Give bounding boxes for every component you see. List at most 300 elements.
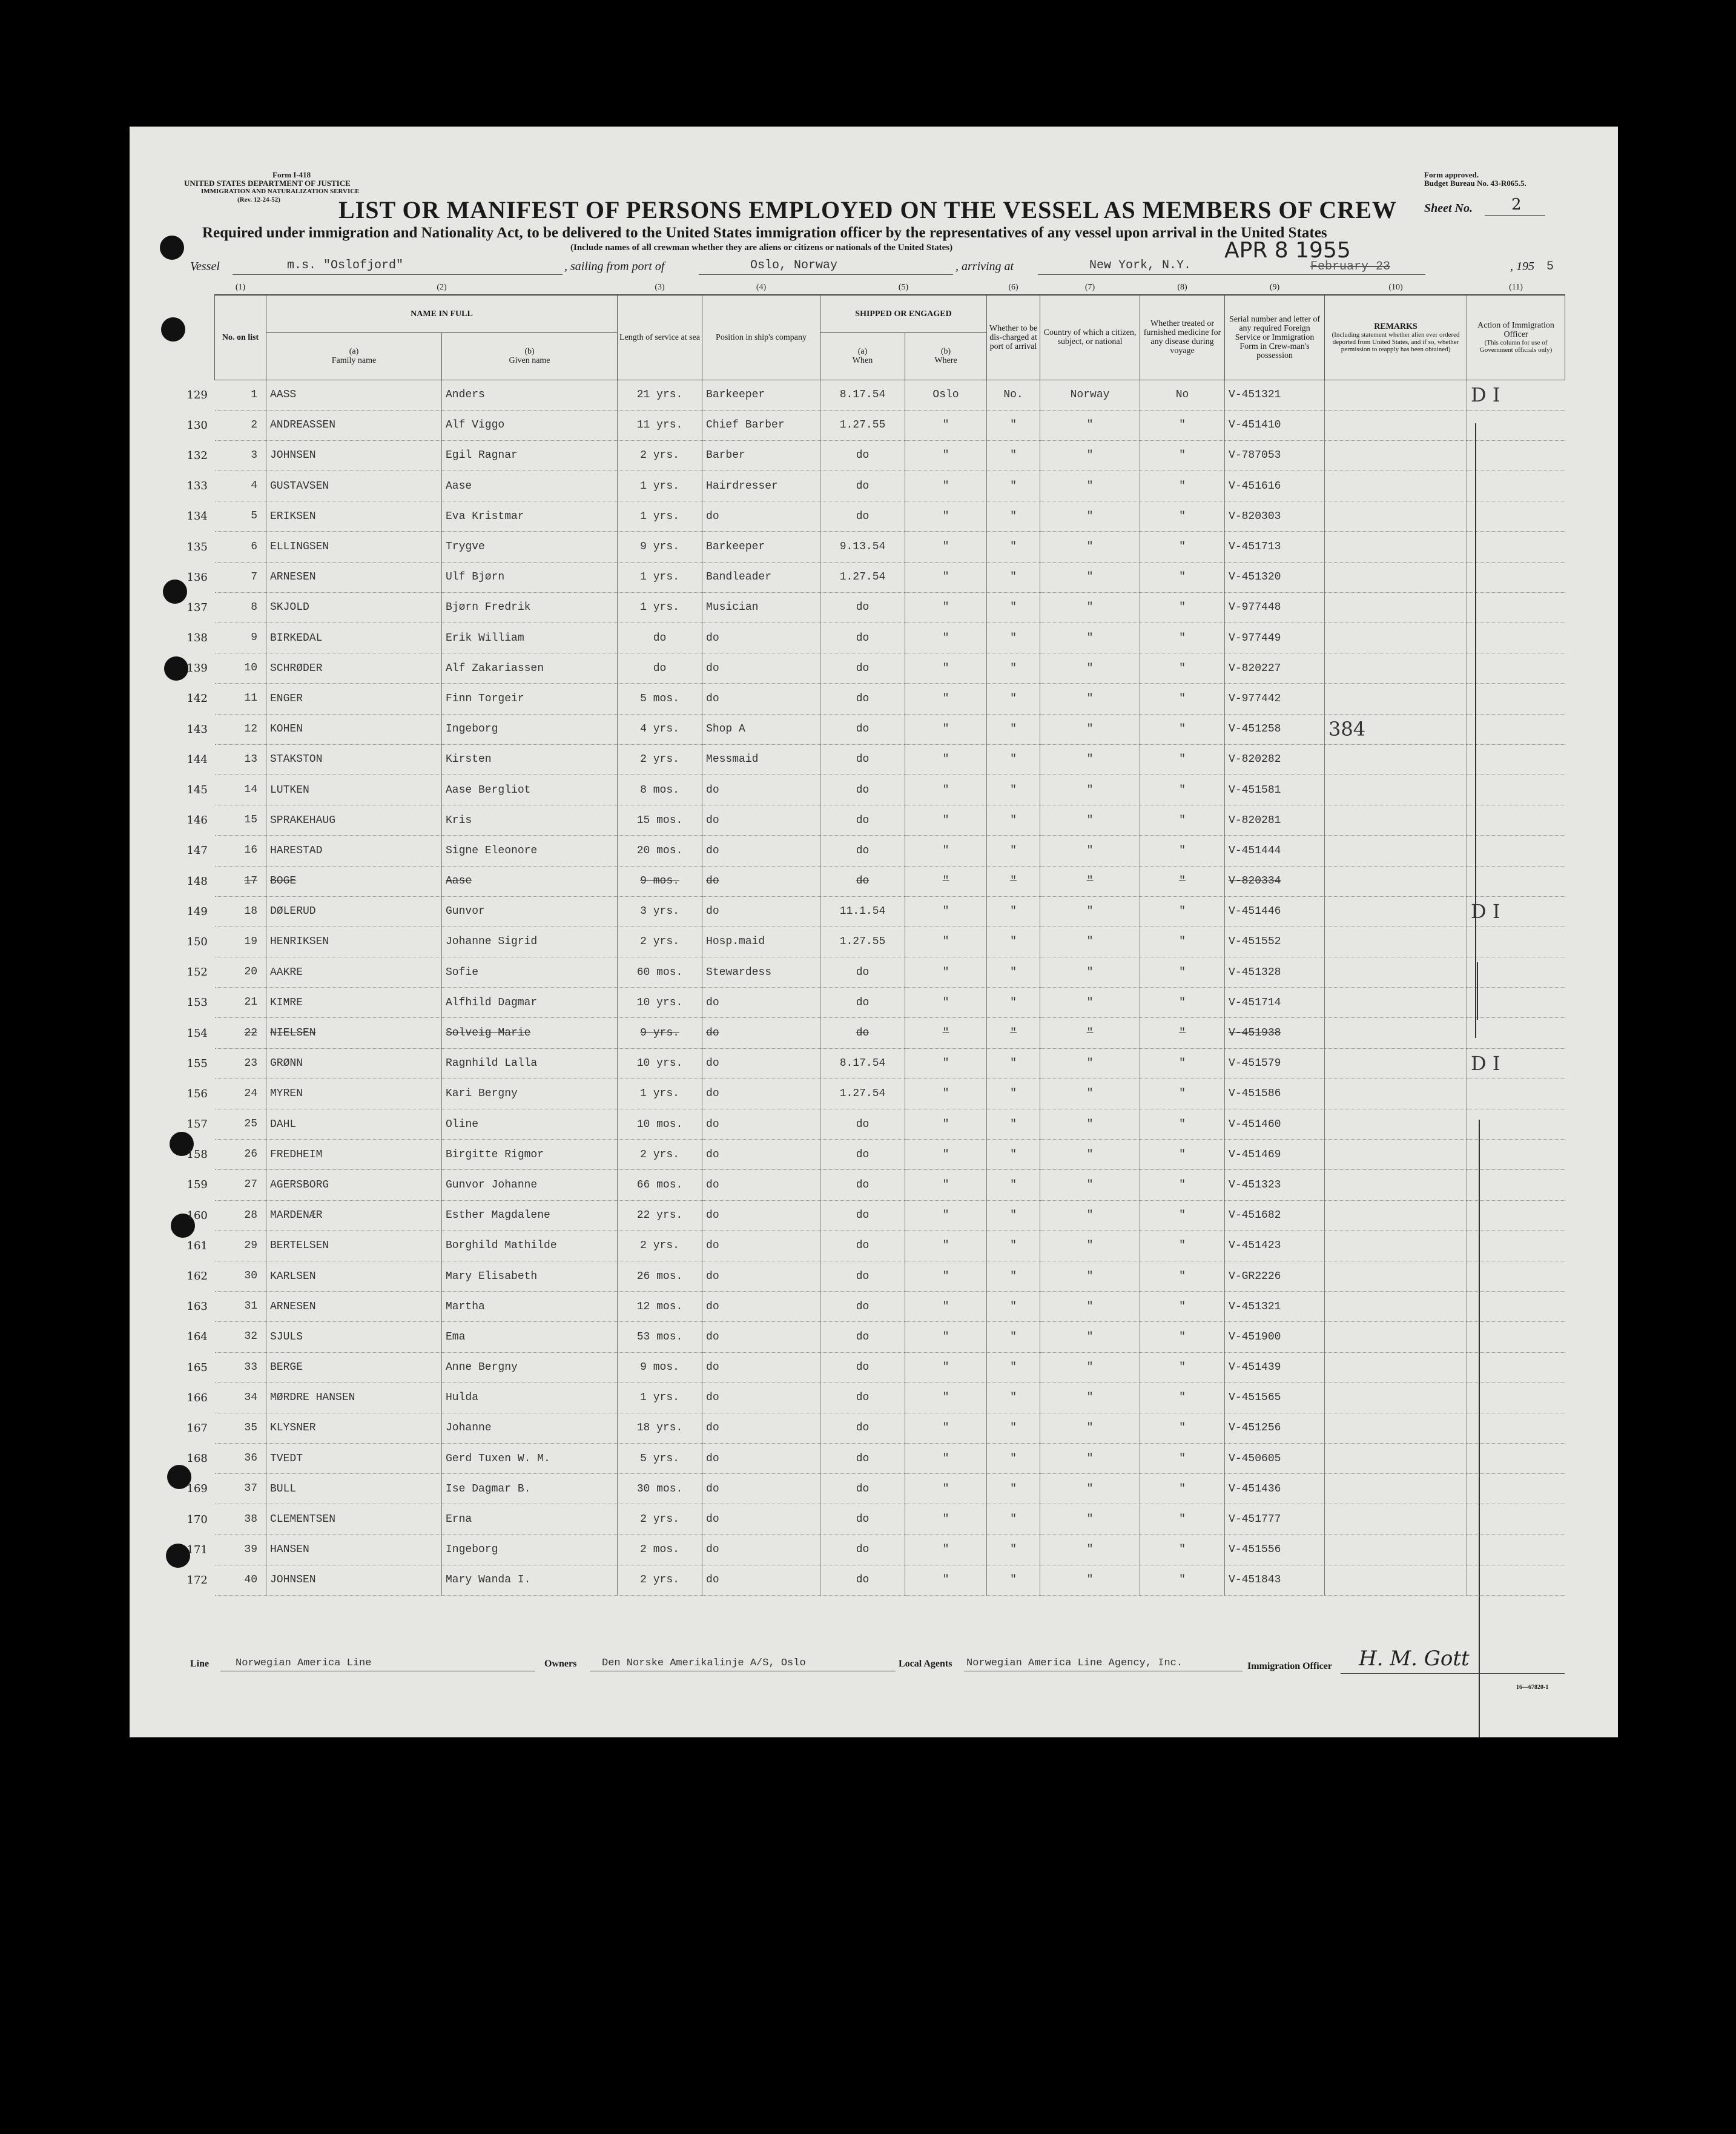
citizenship: " <box>1040 1109 1140 1140</box>
manifest-line-number: 145 <box>186 784 208 797</box>
shipped-when: 1.27.55 <box>820 410 905 440</box>
serial-number: V-451938 <box>1225 1018 1325 1048</box>
medicine-flag: " <box>1140 1231 1225 1261</box>
discharged-flag: " <box>987 532 1040 562</box>
remarks <box>1325 744 1467 775</box>
ship-position: do <box>702 1109 820 1140</box>
row-index: 40 <box>244 1573 257 1586</box>
row-index: 10 <box>244 662 257 675</box>
shipped-where: " <box>905 805 987 836</box>
discharged-flag: " <box>987 714 1040 744</box>
row-index: 13 <box>244 753 257 765</box>
serial-number: V-451777 <box>1225 1504 1325 1534</box>
medicine-flag: " <box>1140 592 1225 623</box>
given-name: Bjørn Fredrik <box>442 592 618 623</box>
citizenship: Norway <box>1040 380 1140 410</box>
ship-position: do <box>702 1352 820 1382</box>
manifest-line-number: 162 <box>186 1270 208 1283</box>
remarks <box>1325 1261 1467 1291</box>
officer-action <box>1467 1079 1565 1109</box>
service-length: 66 mos. <box>618 1170 702 1200</box>
crew-row <box>215 623 1565 653</box>
crew-row <box>215 1140 1565 1170</box>
crew-row <box>215 532 1565 562</box>
given-name: Alf Viggo <box>442 410 618 440</box>
family-name: BIRKEDAL <box>266 623 442 653</box>
serial-number: V-451328 <box>1225 957 1325 988</box>
shipped-when: do <box>820 1352 905 1382</box>
shipped-when: do <box>820 866 905 896</box>
vessel-label: Vessel <box>190 260 220 273</box>
family-name: STAKSTON <box>266 744 442 775</box>
serial-number: V-451321 <box>1225 380 1325 410</box>
medicine-flag: " <box>1140 501 1225 532</box>
family-name: ARNESEN <box>266 1292 442 1322</box>
medicine-flag: " <box>1140 1352 1225 1382</box>
service-length: 1 yrs. <box>618 592 702 623</box>
service-length: 2 yrs. <box>618 1565 702 1595</box>
serial-number: V-451682 <box>1225 1200 1325 1231</box>
shipped-when: do <box>820 440 905 471</box>
shipped-where: " <box>905 988 987 1018</box>
family-name: SPRAKEHAUG <box>266 805 442 836</box>
row-index: 27 <box>244 1178 257 1191</box>
service-length: do <box>618 623 702 653</box>
remarks <box>1325 1322 1467 1352</box>
row-number <box>186 1048 266 1079</box>
remarks <box>1325 471 1467 501</box>
row-number <box>186 471 266 501</box>
row-number <box>186 1109 266 1140</box>
shipped-when: do <box>820 836 905 866</box>
crew-row <box>215 1352 1565 1382</box>
crew-row <box>215 988 1565 1018</box>
given-name: Gunvor <box>442 896 618 927</box>
crew-row <box>215 1200 1565 1231</box>
shipped-where: " <box>905 1352 987 1382</box>
punch-hole <box>164 656 188 681</box>
officer-action <box>1467 775 1565 805</box>
row-number <box>186 410 266 440</box>
discharged-flag: " <box>987 805 1040 836</box>
manifest-line-number: 133 <box>186 480 208 493</box>
family-name: AAKRE <box>266 957 442 988</box>
sheet-number: 2 <box>1511 196 1522 214</box>
service-length: 10 mos. <box>618 1109 702 1140</box>
row-index: 14 <box>244 784 257 796</box>
citizenship: " <box>1040 684 1140 714</box>
manifest-line-number: 168 <box>186 1452 208 1465</box>
header-medicine: Whether treated or furnished medicine for any disease during voyage <box>1140 295 1225 380</box>
shipped-when: do <box>820 1504 905 1534</box>
discharged-flag: " <box>987 1140 1040 1170</box>
row-number <box>186 1352 266 1382</box>
discharged-flag: " <box>987 684 1040 714</box>
medicine-flag: " <box>1140 1565 1225 1595</box>
manifest-line-number: 153 <box>186 996 208 1009</box>
row-index: 19 <box>244 935 257 948</box>
row-number <box>186 623 266 653</box>
serial-number: V-787053 <box>1225 440 1325 471</box>
discharged-flag: " <box>987 896 1040 927</box>
given-name: Ulf Bjørn <box>442 562 618 592</box>
service-length: 18 yrs. <box>618 1413 702 1443</box>
shipped-when: do <box>820 1109 905 1140</box>
given-name: Ema <box>442 1322 618 1352</box>
col-num-9: (9) <box>1225 283 1325 295</box>
shipped-when: do <box>820 592 905 623</box>
remarks <box>1325 836 1467 866</box>
ship-position: do <box>702 1504 820 1534</box>
shipped-when: do <box>820 775 905 805</box>
service-length: 1 yrs. <box>618 562 702 592</box>
crew-row <box>215 1474 1565 1504</box>
family-name: HANSEN <box>266 1534 442 1565</box>
serial-number: V-451320 <box>1225 562 1325 592</box>
approval-note: Form approved. <box>1424 170 1479 179</box>
row-index: 31 <box>244 1300 257 1313</box>
row-number <box>186 1382 266 1413</box>
discharged-flag: " <box>987 1413 1040 1443</box>
citizenship: " <box>1040 1322 1140 1352</box>
family-name: LUTKEN <box>266 775 442 805</box>
struck-date: February 23 <box>1310 260 1391 274</box>
remarks <box>1325 1292 1467 1322</box>
manifest-line-number: 142 <box>186 692 208 705</box>
manifest-line-number: 136 <box>186 570 208 584</box>
row-index: 6 <box>251 540 257 553</box>
crew-row <box>215 1170 1565 1200</box>
service-length: 8 mos. <box>618 775 702 805</box>
line-value: Norwegian America Line <box>236 1657 372 1669</box>
row-index: 2 <box>251 418 257 431</box>
citizenship: " <box>1040 1413 1140 1443</box>
ship-position: do <box>702 1170 820 1200</box>
family-name: NIELSEN <box>266 1018 442 1048</box>
officer-action <box>1467 410 1565 440</box>
row-index: 38 <box>244 1513 257 1525</box>
officer-action <box>1467 623 1565 653</box>
header-where: (b) Where <box>905 332 987 380</box>
discharged-flag: " <box>987 1109 1040 1140</box>
citizenship: " <box>1040 532 1140 562</box>
shipped-where: " <box>905 623 987 653</box>
shipped-where: " <box>905 1048 987 1079</box>
citizenship: " <box>1040 592 1140 623</box>
print-code: 16—67820-1 <box>1516 1684 1549 1691</box>
serial-number: V-820303 <box>1225 501 1325 532</box>
officer-action <box>1467 988 1565 1018</box>
shipped-when: 1.27.54 <box>820 1079 905 1109</box>
discharged-flag: " <box>987 1048 1040 1079</box>
given-name: Aase <box>442 866 618 896</box>
citizenship: " <box>1040 1292 1140 1322</box>
manifest-line-number: 154 <box>186 1026 208 1040</box>
shipped-where: " <box>905 1292 987 1322</box>
family-name: SKJOLD <box>266 592 442 623</box>
officer-action <box>1467 501 1565 532</box>
remarks <box>1325 1018 1467 1048</box>
service-length: 1 yrs. <box>618 1382 702 1413</box>
manifest-line-number: 161 <box>186 1239 208 1252</box>
shipped-where: " <box>905 471 987 501</box>
medicine-flag: " <box>1140 1474 1225 1504</box>
serial-number: V-451410 <box>1225 410 1325 440</box>
serial-number: V-820227 <box>1225 653 1325 684</box>
shipped-where: " <box>905 1382 987 1413</box>
discharged-flag: " <box>987 1261 1040 1291</box>
discharged-flag: " <box>987 1018 1040 1048</box>
citizenship: " <box>1040 1200 1140 1231</box>
medicine-flag: " <box>1140 562 1225 592</box>
row-number <box>186 684 266 714</box>
serial-number: V-451714 <box>1225 988 1325 1018</box>
shipped-where: " <box>905 1231 987 1261</box>
owners-value: Den Norske Amerikalinje A/S, Oslo <box>602 1657 806 1669</box>
officer-action <box>1467 1018 1565 1048</box>
officer-action <box>1467 532 1565 562</box>
header-name-in-full: NAME IN FULL <box>266 295 618 332</box>
discharged-flag: " <box>987 410 1040 440</box>
remarks-note: (Including statement whether alien ever ordered deported from United States, and if so, whether permission to reapply has been obtained) <box>1332 331 1460 353</box>
shipped-where: " <box>905 1534 987 1565</box>
family-name: BOGE <box>266 866 442 896</box>
medicine-flag: " <box>1140 714 1225 744</box>
given-name: Ise Dagmar B. <box>442 1474 618 1504</box>
citizenship: " <box>1040 866 1140 896</box>
manifest-line-number: 149 <box>186 905 208 918</box>
officer-action <box>1467 1504 1565 1534</box>
serial-number: V-451321 <box>1225 1292 1325 1322</box>
citizenship: " <box>1040 1079 1140 1109</box>
remarks <box>1325 1048 1467 1079</box>
crew-row <box>215 684 1565 714</box>
row-number <box>186 1413 266 1443</box>
row-index: 4 <box>251 480 257 492</box>
discharged-flag: " <box>987 592 1040 623</box>
remarks <box>1325 927 1467 957</box>
ship-position: do <box>702 866 820 896</box>
serial-number: V-451616 <box>1225 471 1325 501</box>
budget-bureau: Budget Bureau No. 43-R065.5. <box>1424 179 1526 188</box>
given-name: Finn Torgeir <box>442 684 618 714</box>
serial-number: V-451843 <box>1225 1565 1325 1595</box>
officer-action <box>1467 1352 1565 1382</box>
col-num-3: (3) <box>618 283 702 295</box>
col-num-10: (10) <box>1325 283 1467 295</box>
shipped-where: " <box>905 1444 987 1474</box>
shipped-where: " <box>905 866 987 896</box>
col-num-4: (4) <box>702 283 820 295</box>
discharged-flag: " <box>987 1292 1040 1322</box>
ship-position: do <box>702 775 820 805</box>
discharged-flag: " <box>987 623 1040 653</box>
manifest-line-number: 160 <box>186 1209 208 1222</box>
form-number: Form I-418 <box>272 170 311 179</box>
row-number <box>186 1504 266 1534</box>
discharged-flag: " <box>987 1231 1040 1261</box>
shipped-when: 1.27.55 <box>820 927 905 957</box>
row-number <box>186 1534 266 1565</box>
row-index: 39 <box>244 1543 257 1556</box>
crew-row <box>215 592 1565 623</box>
service-length: 10 yrs. <box>618 1048 702 1079</box>
service-length: 11 yrs. <box>618 410 702 440</box>
medicine-flag: " <box>1140 1200 1225 1231</box>
shipped-when: do <box>820 744 905 775</box>
shipped-when: do <box>820 1534 905 1565</box>
discharged-flag: No. <box>987 380 1040 410</box>
manifest-line-number: 171 <box>186 1543 208 1556</box>
service-length: do <box>618 653 702 684</box>
family-name: MARDENÆR <box>266 1200 442 1231</box>
officer-action <box>1467 1231 1565 1261</box>
shipped-where: " <box>905 1079 987 1109</box>
col-num-7: (7) <box>1040 283 1140 295</box>
serial-number: V-451579 <box>1225 1048 1325 1079</box>
remarks <box>1325 775 1467 805</box>
row-index: 5 <box>251 510 257 523</box>
ship-position: do <box>702 1382 820 1413</box>
manifest-line-number: 165 <box>186 1361 208 1374</box>
service-length: 15 mos. <box>618 805 702 836</box>
remarks <box>1325 896 1467 927</box>
ship-position: do <box>702 1292 820 1322</box>
given-name: Johanne <box>442 1413 618 1443</box>
row-number <box>186 1231 266 1261</box>
medicine-flag: No <box>1140 380 1225 410</box>
shipped-when: do <box>820 1018 905 1048</box>
given-name: Egil Ragnar <box>442 440 618 471</box>
manifest-line-number: 146 <box>186 814 208 827</box>
header-action <box>1467 295 1565 380</box>
row-number <box>186 866 266 896</box>
ship-position: Hosp.maid <box>702 927 820 957</box>
ship-position: do <box>702 1534 820 1565</box>
col-num-1: (1) <box>215 283 266 295</box>
service-length: 2 mos. <box>618 1534 702 1565</box>
manifest-line-number: 144 <box>186 753 208 766</box>
crew-row <box>215 1231 1565 1261</box>
manifest-line-number: 172 <box>186 1573 208 1587</box>
row-index: 24 <box>244 1087 257 1100</box>
remarks <box>1325 1444 1467 1474</box>
given-name: Birgitte Rigmor <box>442 1140 618 1170</box>
shipped-where: " <box>905 532 987 562</box>
medicine-flag: " <box>1140 410 1225 440</box>
officer-action <box>1467 684 1565 714</box>
shipped-when: 8.17.54 <box>820 380 905 410</box>
manifest-line-number: 143 <box>186 722 208 736</box>
citizenship: " <box>1040 1565 1140 1595</box>
remarks <box>1325 1413 1467 1443</box>
serial-number: V-451713 <box>1225 532 1325 562</box>
shipped-where: " <box>905 836 987 866</box>
serial-number: V-451552 <box>1225 927 1325 957</box>
shipped-where: " <box>905 501 987 532</box>
discharged-flag: " <box>987 562 1040 592</box>
family-name: AASS <box>266 380 442 410</box>
crew-row <box>215 501 1565 532</box>
crew-row <box>215 1413 1565 1443</box>
row-index: 28 <box>244 1209 257 1221</box>
shipped-when: do <box>820 805 905 836</box>
officer-action <box>1467 471 1565 501</box>
row-index: 15 <box>244 814 257 827</box>
given-name: Ingeborg <box>442 714 618 744</box>
family-name: ANDREASSEN <box>266 410 442 440</box>
medicine-flag: " <box>1140 653 1225 684</box>
shipped-when: do <box>820 1413 905 1443</box>
remarks <box>1325 592 1467 623</box>
shipped-where: " <box>905 714 987 744</box>
row-number <box>186 1292 266 1322</box>
officer-action <box>1467 653 1565 684</box>
medicine-flag: " <box>1140 1444 1225 1474</box>
ship-position: Bandleader <box>702 562 820 592</box>
row-index: 18 <box>244 905 257 917</box>
family-name: SJULS <box>266 1322 442 1352</box>
serial-number: V-451256 <box>1225 1413 1325 1443</box>
ship-position: do <box>702 684 820 714</box>
citizenship: " <box>1040 744 1140 775</box>
ship-position: do <box>702 836 820 866</box>
ship-position: do <box>702 501 820 532</box>
citizenship: " <box>1040 1140 1140 1170</box>
shipped-where: " <box>905 775 987 805</box>
family-name: DAHL <box>266 1109 442 1140</box>
service-length: 9 mos. <box>618 1352 702 1382</box>
family-name: JOHNSEN <box>266 440 442 471</box>
col-num-11: (11) <box>1467 283 1565 295</box>
citizenship: " <box>1040 1048 1140 1079</box>
medicine-flag: " <box>1140 988 1225 1018</box>
discharged-flag: " <box>987 1565 1040 1595</box>
given-name: Borghild Mathilde <box>442 1231 618 1261</box>
shipped-when: do <box>820 623 905 653</box>
officer-action <box>1467 1322 1565 1352</box>
page-title: LIST OR MANIFEST OF PERSONS EMPLOYED ON THE VESSEL AS MEMBERS OF CREW <box>338 196 1397 223</box>
given-name: Ragnhild Lalla <box>442 1048 618 1079</box>
shipped-when: do <box>820 714 905 744</box>
shipped-when: do <box>820 1140 905 1170</box>
given-name: Solveig Marie <box>442 1018 618 1048</box>
service: IMMIGRATION AND NATURALIZATION SERVICE <box>201 188 360 195</box>
crew-row <box>215 1534 1565 1565</box>
family-name: ELLINGSEN <box>266 532 442 562</box>
officer-action <box>1467 927 1565 957</box>
row-index: 16 <box>244 844 257 857</box>
shipped-where: " <box>905 1322 987 1352</box>
discharged-flag: " <box>987 1200 1040 1231</box>
remarks <box>1325 988 1467 1018</box>
service-length: 10 yrs. <box>618 988 702 1018</box>
crew-row <box>215 714 1565 744</box>
crew-row <box>215 410 1565 440</box>
given-name: Anne Bergny <box>442 1352 618 1382</box>
header-no-on-list: No. on list <box>215 295 266 380</box>
punch-hole <box>161 317 185 342</box>
crew-row <box>215 744 1565 775</box>
officer-action <box>1467 1292 1565 1322</box>
family-name: BULL <box>266 1474 442 1504</box>
discharged-flag: " <box>987 1079 1040 1109</box>
action-note: (This column for use of Government officials only) <box>1479 339 1553 354</box>
header-given-name: (b) Given name <box>442 332 618 380</box>
family-name: BERTELSEN <box>266 1231 442 1261</box>
family-name: KLYSNER <box>266 1413 442 1443</box>
family-name: FREDHEIM <box>266 1140 442 1170</box>
